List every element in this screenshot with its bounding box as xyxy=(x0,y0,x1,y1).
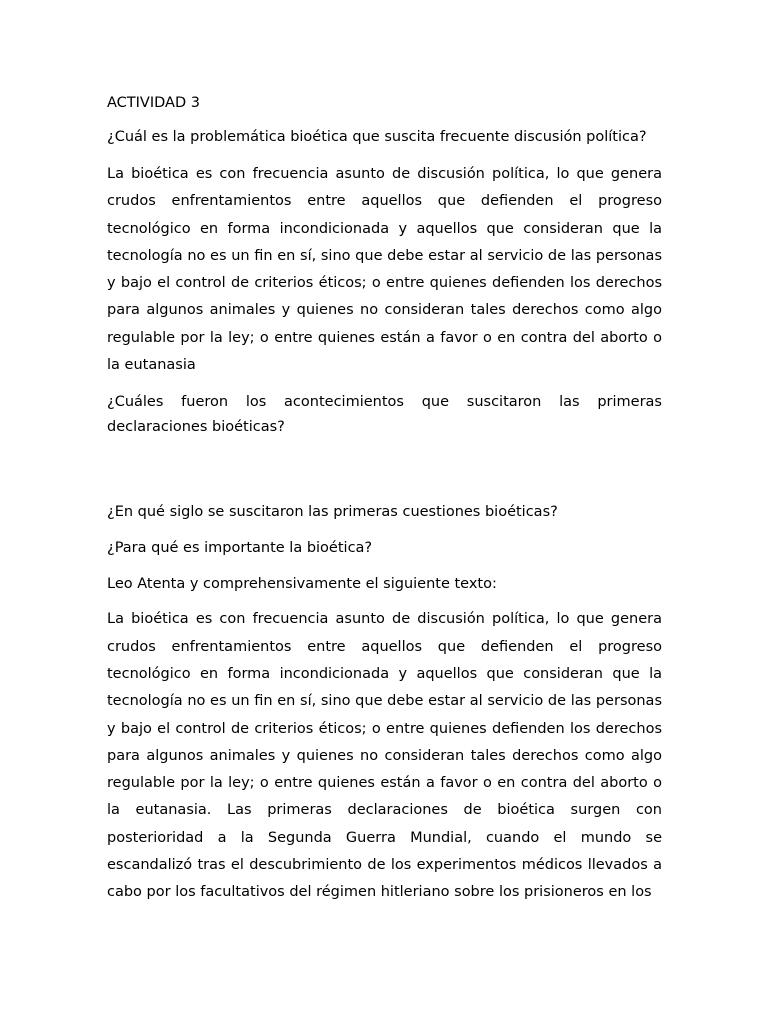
paragraph-1: La bioética es con frecuencia asunto de discusión política, lo que genera crudos enfrentamientos entre aquellos que defienden el progreso tecnológico en forma incondicionada y aquellos que consideran que la tecnología no es un fin en sí, sino que debe estar al servicio de las personas y bajo el control de criterios éticos; o entre quienes defienden los derechos para algunos animales y quienes no consideran tales derechos como algo regulable por la ley; o entre quienes están a favor o en contra del aborto o la eutanasia xyxy=(107,166,662,374)
document-title: ACTIVIDAD 3 xyxy=(107,95,200,111)
question-3: ¿En qué siglo se suscitaron las primeras cuestiones bioéticas? xyxy=(107,504,558,521)
question-4: ¿Para qué es importante la bioética? xyxy=(107,540,373,557)
document-page xyxy=(107,93,662,907)
question-2: ¿Cuáles fueron los acontecimientos que suscitaron las primeras declaraciones bioéticas? xyxy=(107,394,662,436)
question-1: ¿Cuál es la problemática bioética que suscita frecuente discusión política? xyxy=(107,129,647,145)
paragraph-2: La bioética es con frecuencia asunto de discusión política, lo que genera crudos enfrentamientos entre aquellos que defienden el progreso tecnológico en forma incondicionada y aquellos que consideran que la tecnología no es un fin en sí, sino que debe estar al servicio de las personas y bajo el control de criterios éticos; o entre quienes defienden los derechos para algunos animales y quienes no consideran tales derechos como algo regulable por la ley; o entre quienes están a favor o en contra del aborto o la eutanasia. Las primeras declaraciones de bioética surgen con posterioridad a la Segunda Guerra Mundial, cuando el mundo se escandalizó tras el descubrimiento de los experimentos médicos llevados a cabo por los facultativos del régimen hitleriano sobre los prisioneros en los xyxy=(107,611,662,901)
reading-instruction: Leo Atenta y comprehensivamente el siguiente texto: xyxy=(107,576,497,593)
